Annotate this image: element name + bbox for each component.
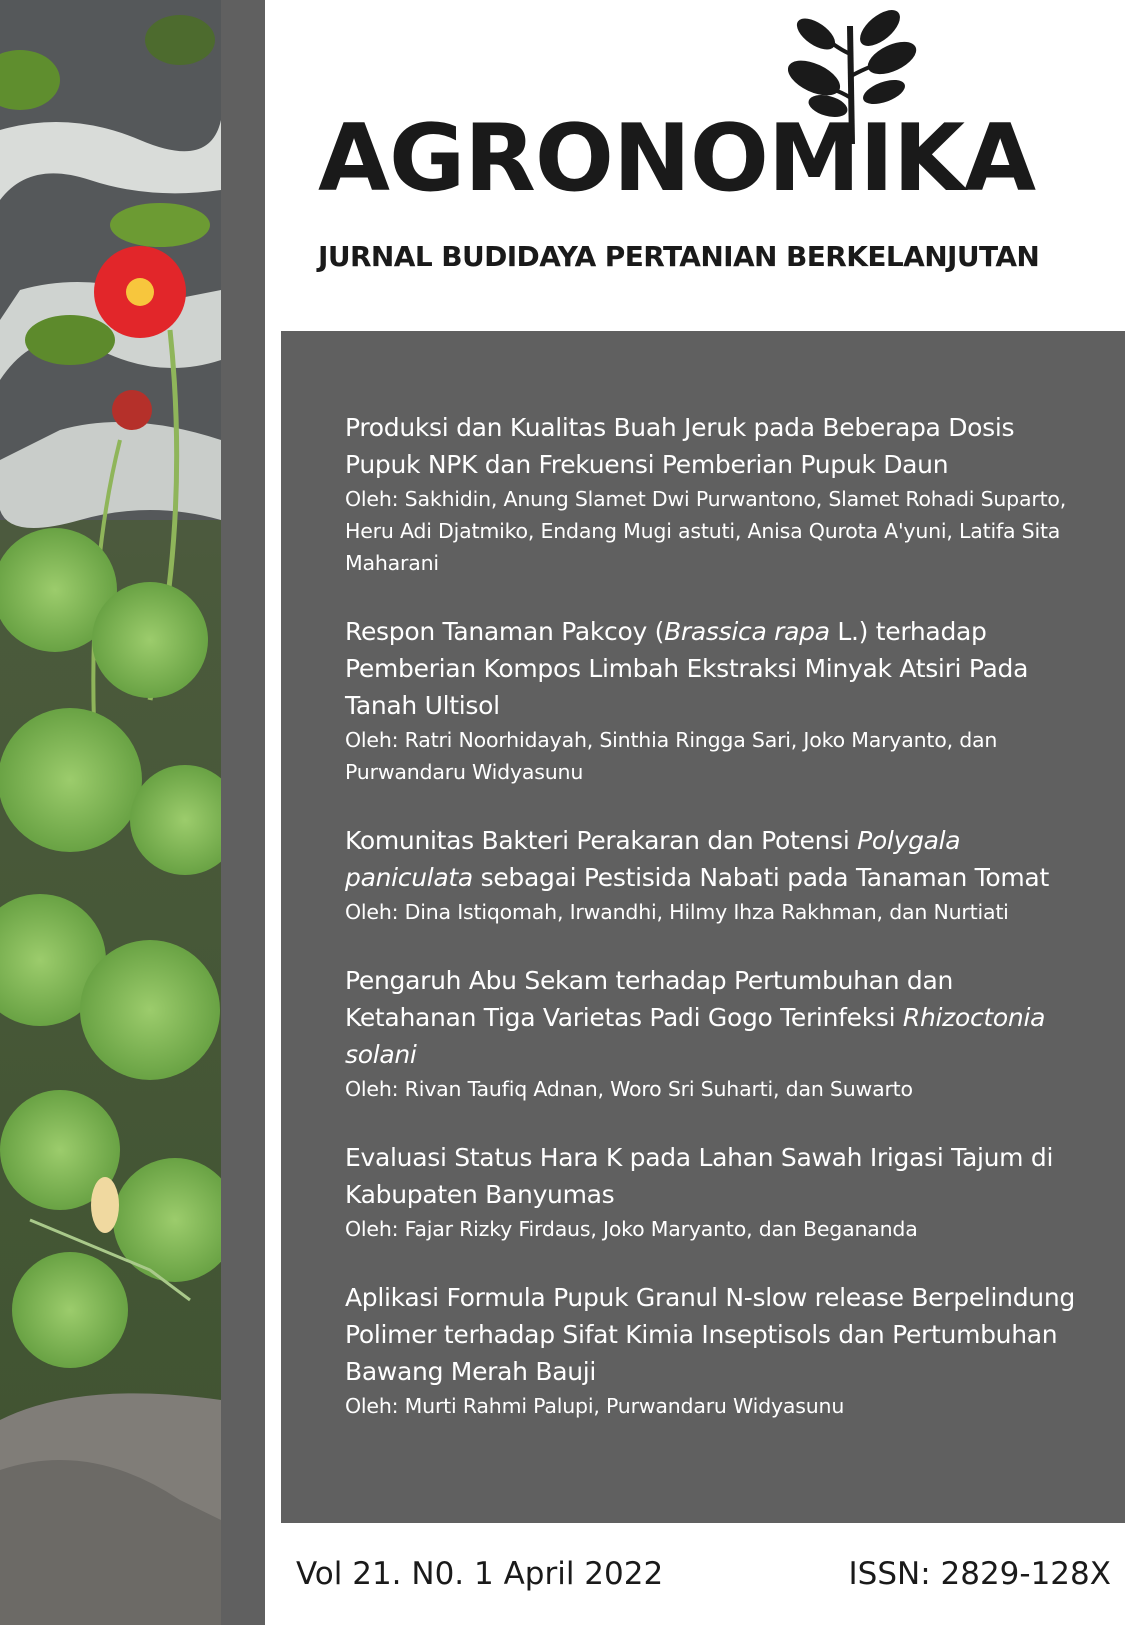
article-title xyxy=(345,1139,1085,1213)
title-segment: Respon Tanaman Pakcoy ( xyxy=(345,617,665,646)
title-segment: L.) terhadap Pemberian Kompos Limbah Ekstraksi Minyak Atsiri Pada Tanah Ultisol xyxy=(345,617,1029,720)
title-segment-italic: Rhizoctonia solani xyxy=(345,1003,1046,1069)
article-title xyxy=(345,409,1085,483)
plant-photo-illustration xyxy=(0,0,221,1625)
article-authors: Oleh: Murti Rahmi Palupi, Purwandaru Widyasunu xyxy=(345,1394,845,1418)
article-authors: Oleh: Fajar Rizky Firdaus, Joko Maryanto, dan Begananda xyxy=(345,1217,918,1241)
article-item xyxy=(345,613,1085,788)
articles-panel xyxy=(281,331,1125,1523)
cover-photo xyxy=(0,0,221,1625)
title-segment: Aplikasi Formula Pupuk Granul N-slow release Berpelindung Polimer terhadap Sifat Kimia Inseptisols dan Pertumbuhan Bawang Merah Bauji xyxy=(345,1283,1075,1386)
title-segment: Produksi dan Kualitas Buah Jeruk pada Beberapa Dosis Pupuk NPK dan Frekuensi Pemberian Pupuk Daun xyxy=(345,413,1015,479)
volume-info: Vol 21. N0. 1 April 2022 xyxy=(296,1556,664,1592)
journal-subtitle: JURNAL BUDIDAYA PERTANIAN BERKELANJUTAN xyxy=(318,240,1040,273)
title-segment-italic: Polygala paniculata xyxy=(345,826,961,892)
journal-name: AGRONOMIKA xyxy=(318,104,1036,212)
article-item xyxy=(345,409,1085,579)
title-segment-italic: Brassica rapa xyxy=(664,617,830,646)
issn-info: ISSN: 2829-128X xyxy=(848,1556,1111,1592)
article-title xyxy=(345,822,1085,896)
article-authors: Oleh: Dina Istiqomah, Irwandhi, Hilmy Ihza Rakhman, dan Nurtiati xyxy=(345,900,1009,924)
article-item xyxy=(345,1139,1085,1245)
article-item xyxy=(345,822,1085,928)
article-title xyxy=(345,613,1085,724)
title-segment: Evaluasi Status Hara K pada Lahan Sawah Irigasi Tajum di Kabupaten Banyumas xyxy=(345,1143,1054,1209)
article-authors: Oleh: Ratri Noorhidayah, Sinthia Ringga Sari, Joko Maryanto, dan Purwandaru Widyasunu xyxy=(345,728,998,784)
journal-logo xyxy=(318,0,1078,232)
article-title xyxy=(345,962,1085,1073)
title-segment: Komunitas Bakteri Perakaran dan Potensi xyxy=(345,826,858,855)
article-authors: Oleh: Sakhidin, Anung Slamet Dwi Purwantono, Slamet Rohadi Suparto, Heru Adi Djatmiko, Endang Mugi astuti, Anisa Qurota A'yuni, Latifa Sita Maharani xyxy=(345,487,1067,575)
article-title xyxy=(345,1279,1085,1390)
title-segment: Pengaruh Abu Sekam terhadap Pertumbuhan dan Ketahanan Tiga Varietas Padi Gogo Terinfeksi xyxy=(345,966,954,1032)
title-segment: sebagai Pestisida Nabati pada Tanaman Tomat xyxy=(472,863,1049,892)
article-authors: Oleh: Rivan Taufiq Adnan, Woro Sri Suharti, dan Suwarto xyxy=(345,1077,913,1101)
gray-stripe xyxy=(221,0,265,1625)
article-item xyxy=(345,1279,1085,1422)
article-item xyxy=(345,962,1085,1105)
